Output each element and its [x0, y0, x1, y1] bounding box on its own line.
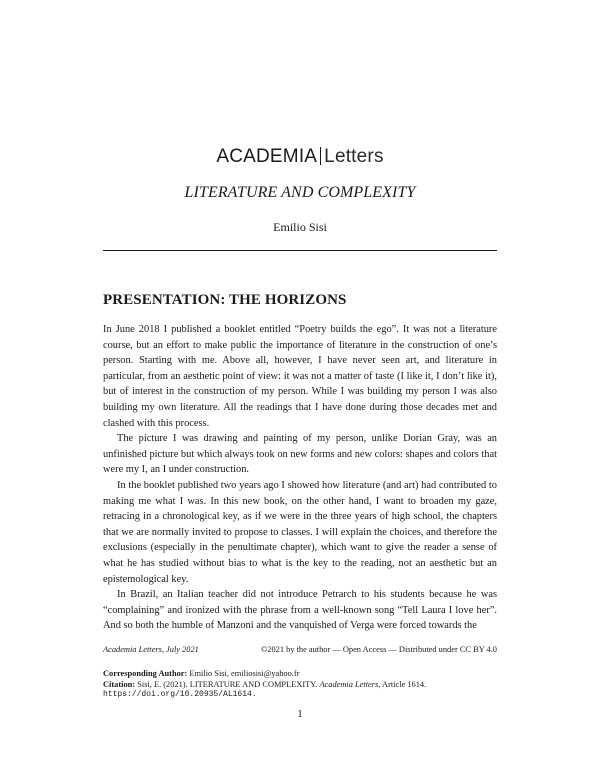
paper-title: LITERATURE AND COMPLEXITY [184, 184, 416, 201]
body-paragraph: In Brazil, an Italian teacher did not introduce Petrarch to his students because he was “complaining” and ironized with the phrase from a well-known song “Tell Laura I love her”. And so both the humble of Manzoni and the vanquished of Verga were forced towards the [103, 589, 497, 632]
corresponding-author-value: Emilio Sisi, emiliosisi@yahoo.fr [189, 669, 300, 678]
corresponding-author-line [103, 669, 497, 680]
citation-text: Sisi, E. (2021). LITERATURE AND COMPLEXITY. [137, 679, 318, 689]
journal-brand: ACADEMIA [216, 146, 318, 167]
body-paragraph: The picture I was drawing and painting of my person, unlike Dorian Gray, was an unfinished picture but which always took on new forms and new colors: shapes and colors that were my I, an I under construction. [103, 433, 497, 476]
journal-section-name: Letters [324, 146, 384, 167]
citation-journal: Academia Letters [319, 679, 379, 689]
citation-article: , Article 1614. [378, 679, 427, 689]
body-paragraph: In June 2018 I published a booklet entitled “Poetry builds the ego”. It was not a literature course, but an effort to make public the importance of literature in the construction of one’s person. Starting with me. Above all, however, I have never seen art, and literature in particular, from an aesthetic point of view: it was not a matter of taste (I like it, I don’t like it), but of interest in the construction of my person. While I was building my person I was also building my own literature. All the readings that I have done during those decades met and clashed with this process. [103, 324, 497, 429]
body-paragraph: In the booklet published two years ago I showed how literature (and art) had contributed to making me what I was. In this new book, on the other hand, I want to broaden my gaze, retracing in a chronological key, as if we were in the three years of high school, the chapters that we are normally invited to propose to classes. I will explain the choices, and therefore the exclusions (especially in the penultimate chapter), which want to give the reader a sense of what he has studied without bias to what is the key to the reading, not an aesthetic but an epistemological key. [103, 479, 497, 585]
citation-line [103, 680, 497, 691]
corresponding-author-label: Corresponding Author: [103, 669, 188, 678]
page-number: 1 [297, 708, 303, 720]
doi-link[interactable]: https://doi.org/10.20935/AL1614. [103, 690, 257, 700]
correspondence-block [103, 669, 497, 701]
footer-meta [103, 645, 497, 654]
author-name: Emilio Sisi [273, 220, 327, 234]
masthead-separator [320, 147, 321, 165]
body-text [103, 322, 497, 634]
journal-masthead [0, 146, 600, 168]
journal-date: Academia Letters, July 2021 [103, 645, 199, 654]
title-divider [103, 250, 497, 251]
section-heading: PRESENTATION: THE HORIZONS [103, 292, 347, 308]
license-text: ©2021 by the author — Open Access — Distributed under CC BY 4.0 [260, 645, 497, 654]
citation-label: Citation: [103, 679, 136, 689]
